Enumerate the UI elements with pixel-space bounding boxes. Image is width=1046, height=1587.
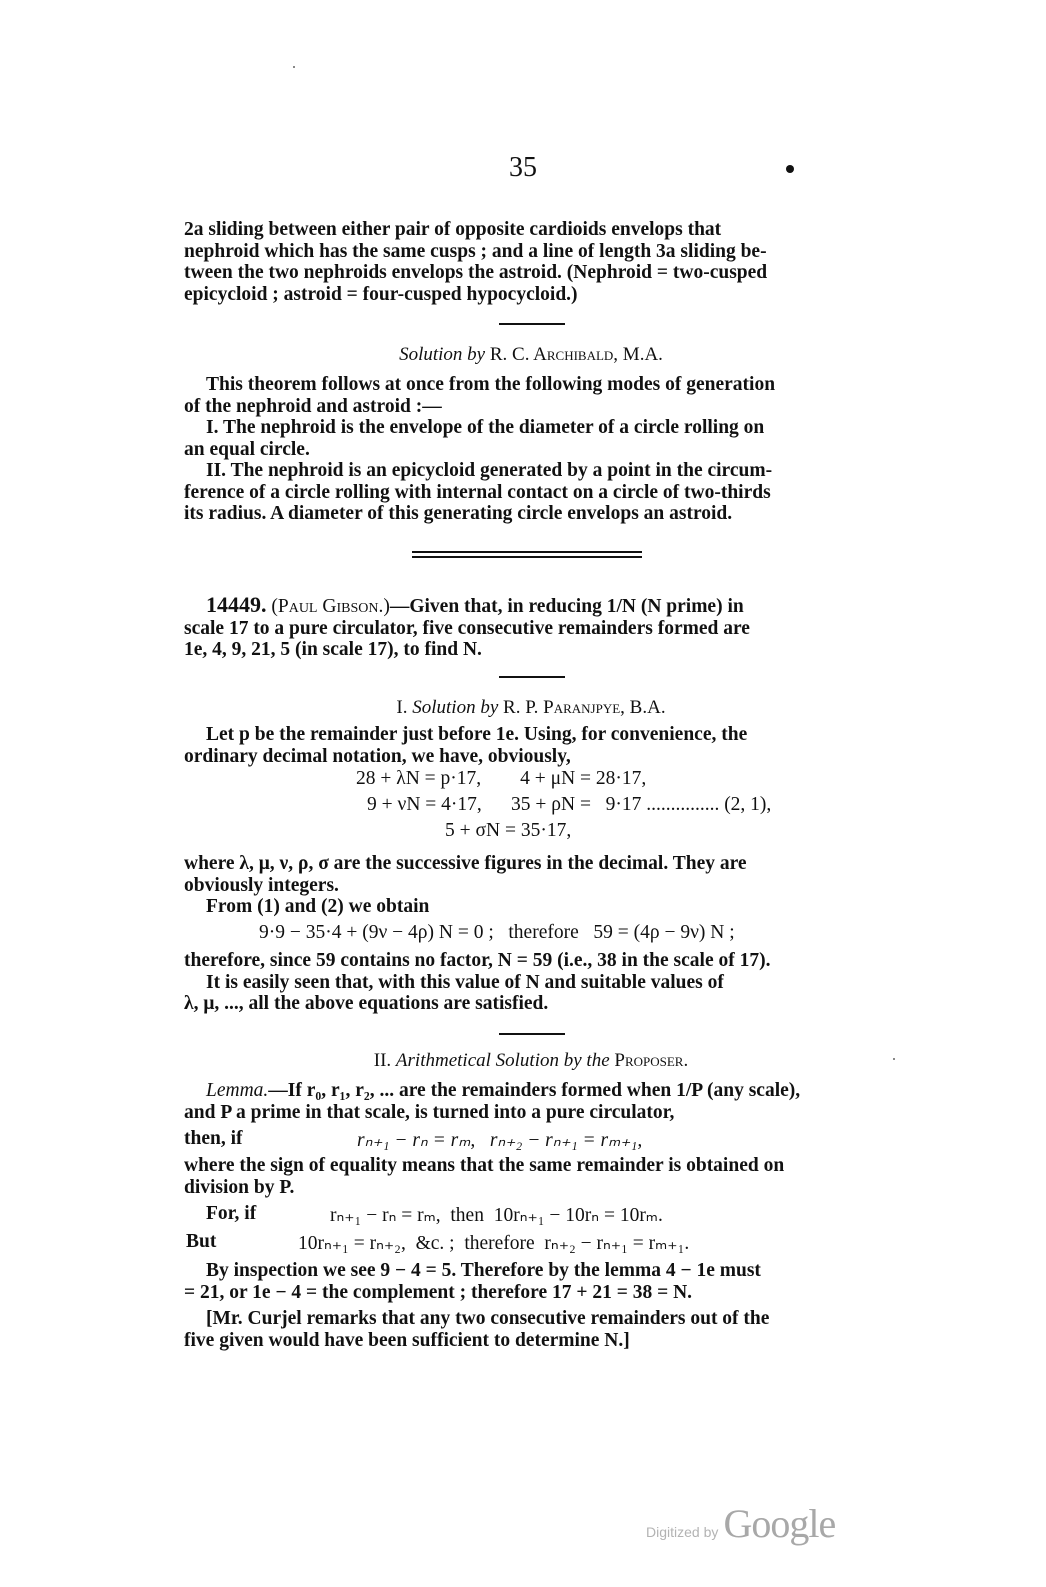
section-rule [499,323,565,325]
text-line: division by P. [184,1176,295,1198]
text-line: of the nephroid and astroid :— [184,395,442,417]
solution-heading [184,697,878,719]
margin-dot [786,165,794,173]
lemma [184,1080,878,1123]
equation-line: 10rₙ₊₁ = rₙ₊₂, &c. ; therefore rₙ₊₂ − rₙ₊₁ = rₘ₊₁. [298,1233,690,1254]
text-line: tween the two nephroids envelops the astroid. (Nephroid = two-cusped [184,262,768,283]
text-line: By inspection we see 9 − 4 = 5. Therefore by the lemma 4 − 1e must [206,1260,761,1281]
equation-line: rₙ₊₁ − rₙ = rₘ, rₙ₊₂ − rₙ₊₁ = rₘ₊₁, [357,1130,643,1151]
text-line: I. The nephroid is the envelope of the diameter of a circle rolling on [206,417,765,438]
text-line: scale 17 to a pure circulator, five consecutive remainders formed are [184,617,750,639]
remark-paragraph [184,1308,878,1351]
watermark-prefix: Digitized by [646,1524,719,1540]
problem-number: 14449. [206,592,267,617]
text-line: —Given that, in reducing 1/N (N prime) in [389,596,744,617]
text-line: II. The nephroid is an epicycloid generated by a point in the circum- [206,460,773,481]
text-line: an equal circle. [184,438,310,460]
text-line: λ, μ, ..., all the above equations are satisfied. [184,993,549,1014]
for-if-label: For, if [206,1203,257,1224]
intro-paragraph [184,219,878,305]
text-line: 2a sliding between either pair of opposite cardioids envelops that [184,219,722,240]
equation-main: 9·9 − 35·4 + (9ν − 4ρ) N = 0 ; therefore 59 = (4ρ − 9ν) N ; [259,922,735,943]
text-line: ordinary decimal notation, we have, obviously, [184,745,571,767]
equation-line: 9 + νN = 4·17, 35 + ρN = 9·17 ............... (2, 1), [367,794,772,815]
solution2-body [184,724,878,767]
text-line: 1e, 4, 9, 21, 5 (in scale 17), to find N. [184,639,482,660]
section-rule [499,1033,565,1035]
text-line: nephroid which has the same cusps ; and a line of length 3a sliding be- [184,240,767,262]
section-rule [499,676,565,678]
scan-speck [293,66,295,68]
solution-title: Arithmetical Solution by the [395,1050,610,1071]
solution-numeral: I. [396,697,408,718]
equation-line: 28 + λN = p·17, 4 + μN = 28·17, [356,768,647,789]
where-clause [184,1155,878,1198]
text-line: five given would have been sufficient to determine N.] [184,1329,630,1351]
then-if-label: then, if [184,1128,243,1149]
text-line: where λ, μ, ν, ρ, σ are the successive figures in the decimal. They are [184,853,747,874]
solution-author: Proposer. [614,1050,689,1071]
solution-author: R. C. Archibald, M.A. [489,344,663,365]
solution2-after [184,853,878,918]
equation-line: 5 + σN = 35·17, [445,820,572,841]
double-rule-bottom [412,556,642,558]
text-line: its radius. A diameter of this generating circle envelops an astroid. [184,503,733,524]
lemma-label: Lemma. [206,1080,269,1101]
google-logo: Google [723,1501,836,1546]
but-label: But [186,1231,217,1252]
solution2-conclusion [184,950,878,1015]
solution-prefix: Solution by [399,344,486,365]
text-line: It is easily seen that, with this value of N and suitable values of [206,971,724,993]
problem-proposer: (Paul Gibson.) [271,596,390,617]
page-number: 35 [509,152,537,183]
inspection-paragraph [184,1260,878,1303]
text-line: obviously integers. [184,874,339,896]
digitized-by-google-watermark [646,1500,835,1547]
text-line: This theorem follows at once from the following modes of generation [206,374,776,395]
solution-numeral: II. [373,1050,392,1071]
solution-author: R. P. Paranjpye, B.A. [503,697,666,718]
solution-prefix: Solution by [412,697,499,718]
solution-heading [184,344,878,366]
scan-speck [893,1058,895,1060]
text-line: therefore, since 59 contains no factor, N = 59 (i.e., 38 in the scale of 17). [184,950,771,971]
text-line: Let p be the remainder just before 1e. Using, for convenience, the [206,724,748,745]
text-line: = 21, or 1e − 4 = the complement ; therefore 17 + 21 = 38 = N. [184,1281,693,1303]
solution-heading [184,1050,878,1072]
equation-line: rₙ₊₁ − rₙ = rₘ, then 10rₙ₊₁ − 10rₙ = 10rₘ. [330,1205,663,1226]
text-line: epicycloid ; astroid = four-cusped hypocycloid.) [184,283,578,305]
solution1-body [184,374,878,525]
double-rule-top [412,551,642,553]
text-line: —If r₀, r₁, r₂, ... are the remainders formed when 1/P (any scale), [268,1080,801,1101]
text-line: From (1) and (2) we obtain [206,896,430,917]
text-line: and P a prime in that scale, is turned into a pure circulator, [184,1101,675,1123]
text-line: [Mr. Curjel remarks that any two consecutive remainders out of the [206,1308,770,1329]
problem-statement [184,594,878,661]
text-line: ference of a circle rolling with internal contact on a circle of two-thirds [184,481,771,503]
text-line: where the sign of equality means that the same remainder is obtained on [184,1155,785,1176]
